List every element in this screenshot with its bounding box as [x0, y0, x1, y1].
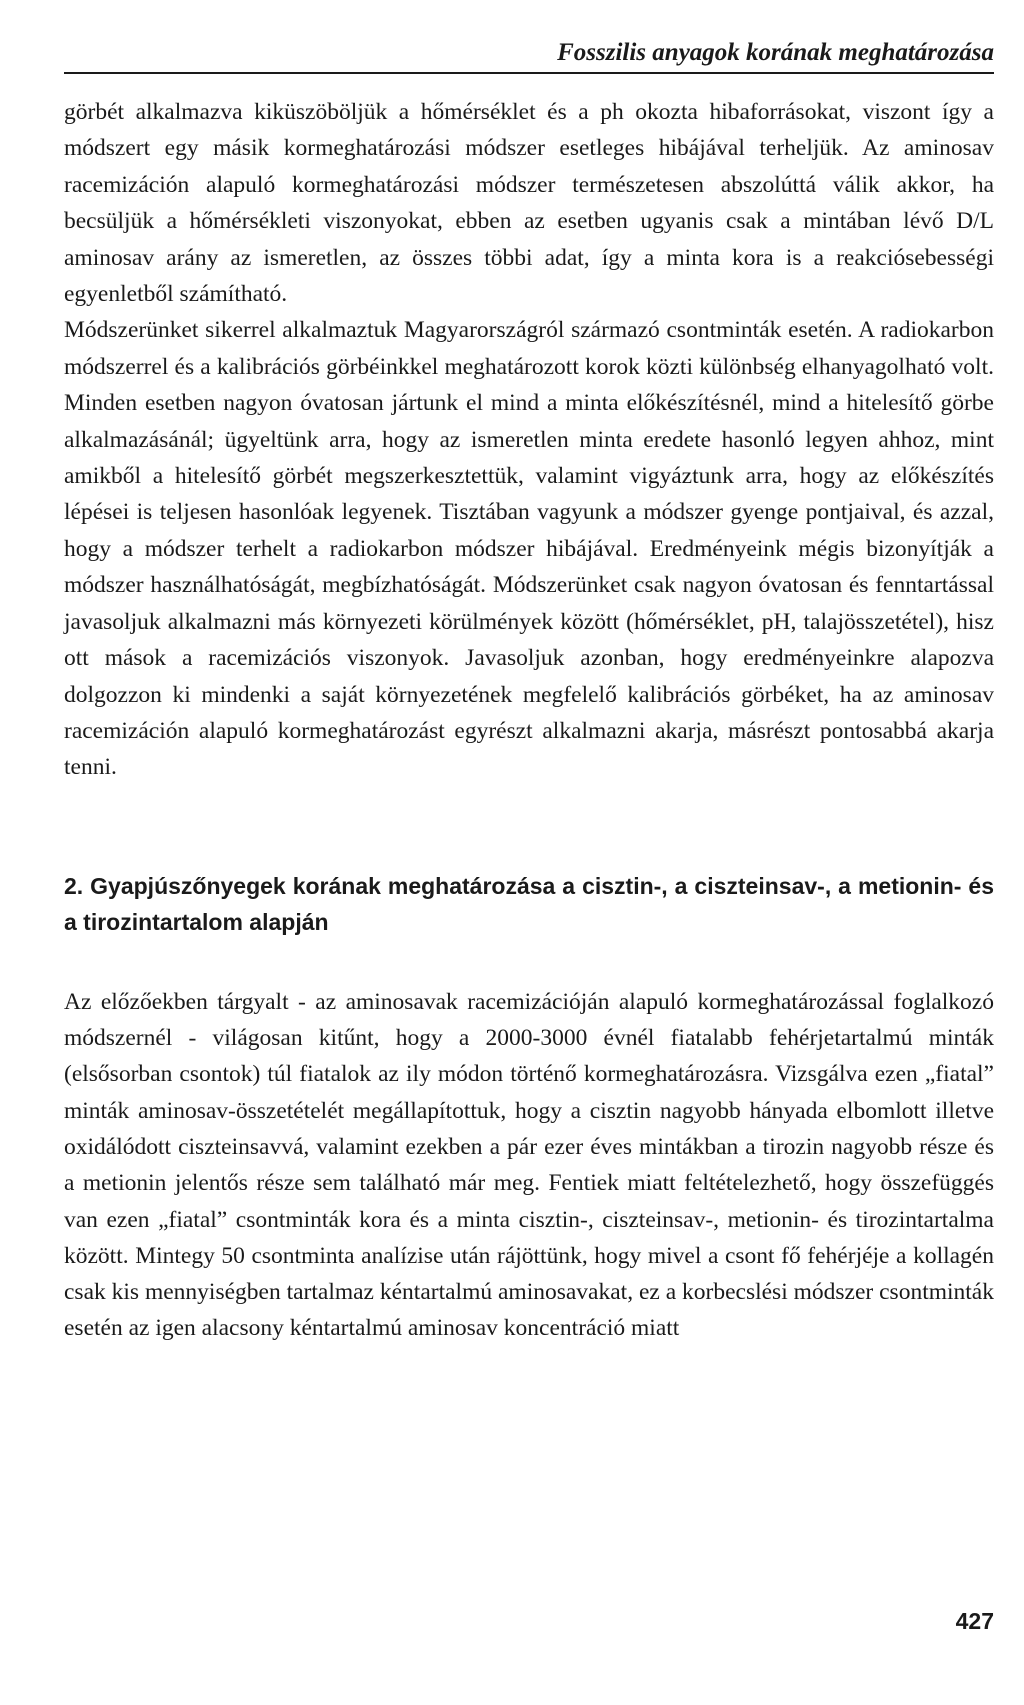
book-page: [64, 36, 994, 1347]
section-heading: 2. Gyapjúszőnyegek korának meghatározása a cisztin-, a ciszteinsav-, a metionin- és a tirozintartalom alapján: [64, 872, 994, 935]
body-text: [64, 94, 994, 786]
paragraph-1: görbét alkalmazva kiküszöböljük a hőmérséklet és a ph okozta hibaforrásokat, viszont így a módszert egy másik kormeghatározási módszer esetleges hibájával terheljük. Az aminosav racemizáción alapuló kormeghatározási módszer természetesen abszolúttá válik akkor, ha becsüljük a hőmérsékleti viszonyokat, ebben az esetben ugyanis csak a mintában lévő D/L aminosav arány az ismeretlen, az összes többi adat, így a minta kora is a reakciósebességi egyenletből számítható.: [64, 99, 994, 308]
section-paragraph: Az előzőekben tárgyalt - az aminosavak racemizációján alapuló kormeghatározással foglalkozó módszernél - világosan kitűnt, hogy a 2000-3000 évnél fiatalabb fehérjetartalmú minták (elsősorban csontok) túl fiatalok az ily módon történő kormeghatározásra. Vizsgálva ezen „fiatal” minták aminosav-összetételét megállapítottuk, hogy a cisztin nagyobb hányada elbomlott illetve oxidálódott ciszteinsavvá, valamint ezekben a pár ezer éves mintákban a tirozin nagyobb része és a metionin jelentős része sem található már meg. Fentiek miatt feltételezhető, hogy összefüggés van ezen „fiatal” csontminták kora és a minta cisztin-, ciszteinsav-, metionin- és tirozintartalma között. Mintegy 50 csontminta analízise után rájöttünk, hogy mivel a csont fő fehérjéje a kollagén csak kis mennyiségben tartalmaz kéntartalmú aminosavakat, ez a korbecslési módszer csontminták esetén az igen alacsony kéntartalmú aminosav koncentráció miatt: [64, 988, 994, 1342]
page-number: 427: [955, 1608, 994, 1634]
running-head: Fosszilis anyagok korának meghatározása: [64, 36, 994, 74]
section-body: [64, 984, 994, 1347]
paragraph-2: Módszerünket sikerrel alkalmaztuk Magyarországról származó csontminták esetén. A radiokarbon módszerrel és a kalibrációs görbéinkkel meghatározott korok közti különbség elhanyagolható volt. Minden esetben nagyon óvatosan jártunk el mind a minta előkészítésnél, mind a hitelesítő görbe alkalmazásánál; ügyeltünk arra, hogy az ismeretlen minta eredete hasonló legyen ahhoz, mint amikből a hitelesítő görbét megszerkesztettük, valamint vigyáztunk arra, hogy az előkészítés lépései is teljesen hasonlóak legyenek. Tisztában vagyunk a módszer gyenge pontjaival, és azzal, hogy a módszer terhelt a radiokarbon módszer hibájával. Eredményeink mégis bizonyítják a módszer használhatóságát, megbízhatóságát. Módszerünket csak nagyon óvatosan és fenntartással javasoljuk alkalmazni más környezeti körülmények között (hőmérséklet, pH, talajösszetétel), hisz ott mások a racemizációs viszonyok. Javasoljuk azonban, hogy eredményeinkre alapozva dolgozzon ki mindenki a saját környezetének megfelelő kalibrációs görbéket, ha az aminosav racemizáción alapuló kormeghatározást egyrészt alkalmazni akarja, másrészt pontosabbá akarja tenni.: [64, 317, 994, 781]
